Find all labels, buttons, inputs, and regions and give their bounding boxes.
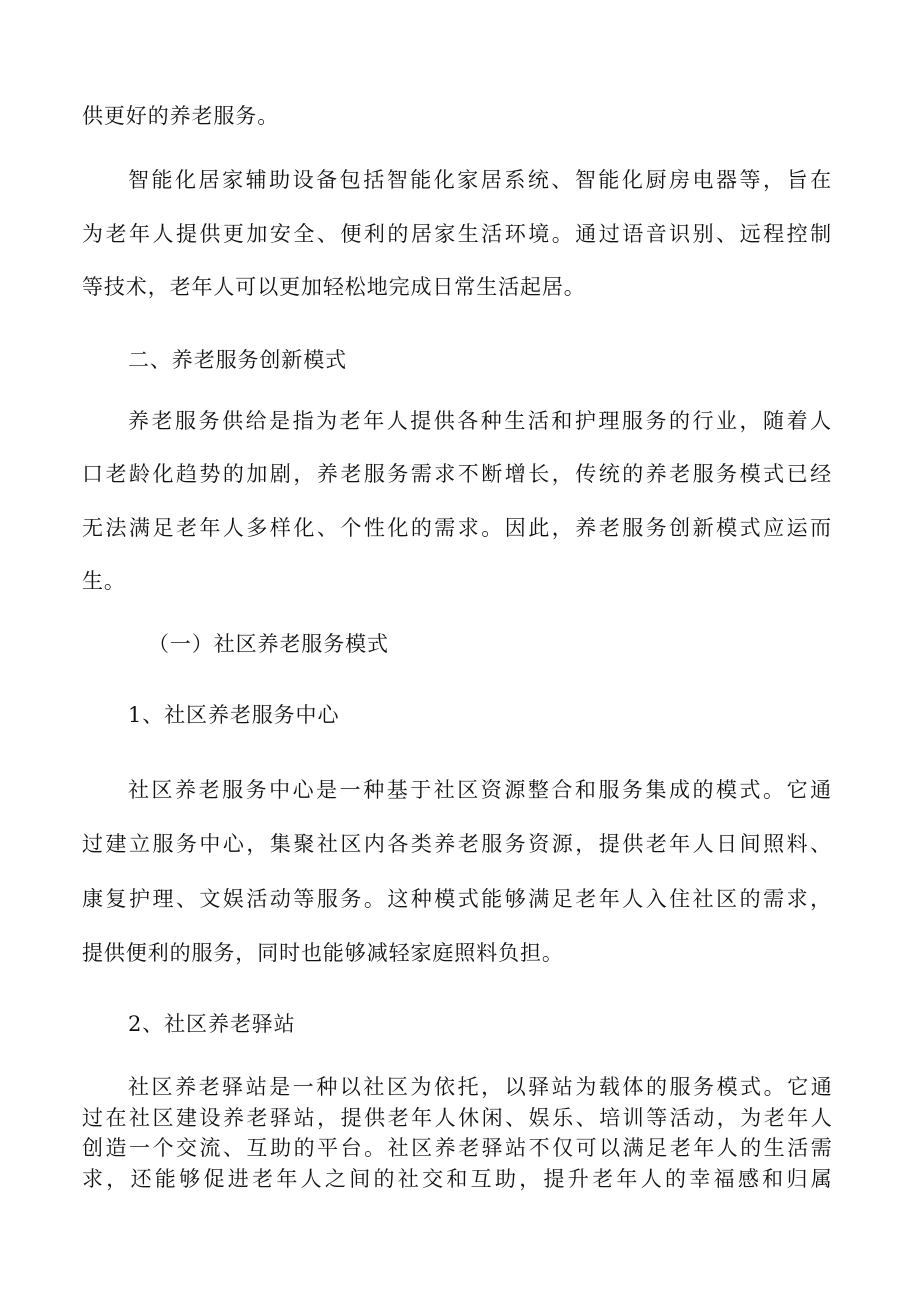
paragraph-line: 社区养老驿站是一种以社区为依托，以驿站为载体的服务模式。它通 bbox=[128, 1075, 832, 1099]
paragraph-line: 社区养老服务中心是一种基于社区资源整合和服务集成的模式。它通 bbox=[128, 778, 832, 802]
paragraph-line: 求，还能够促进老年人之间的社交和互助，提升老年人的幸福感和归属 bbox=[82, 1167, 832, 1191]
paragraph-line: 创造一个交流、互助的平台。社区养老驿站不仅可以满足老年人的生活需 bbox=[82, 1136, 832, 1160]
paragraph-line: 康复护理、文娱活动等服务。这种模式能够满足老年人入住社区的需求， bbox=[82, 887, 832, 911]
item-heading: 2、社区养老驿站 bbox=[128, 1012, 296, 1036]
paragraph-line: 提供便利的服务，同时也能够减轻家庭照料负担。 bbox=[82, 941, 564, 965]
paragraph-line: 等技术，老年人可以更加轻松地完成日常生活起居。 bbox=[82, 275, 586, 299]
paragraph-line: 过在社区建设养老驿站，提供老年人休闲、娱乐、培训等活动，为老年人 bbox=[82, 1106, 832, 1130]
paragraph-line: 无法满足老年人多样化、个性化的需求。因此，养老服务创新模式应运而 bbox=[82, 516, 832, 540]
section-heading: 二、养老服务创新模式 bbox=[128, 348, 347, 372]
item-heading: 1、社区养老服务中心 bbox=[128, 703, 340, 727]
paragraph-line: 养老服务供给是指为老年人提供各种生活和护理服务的行业，随着人 bbox=[128, 409, 832, 433]
paragraph-line: 口老龄化趋势的加剧，养老服务需求不断增长，传统的养老服务模式已经 bbox=[82, 462, 832, 486]
paragraph-line: 过建立服务中心，集聚社区内各类养老服务资源，提供老年人日间照料、 bbox=[82, 832, 832, 856]
paragraph-line: 智能化居家辅助设备包括智能化家居系统、智能化厨房电器等，旨在 bbox=[128, 168, 832, 192]
paragraph-line: 供更好的养老服务。 bbox=[82, 104, 280, 128]
paragraph-line: 生。 bbox=[82, 569, 126, 593]
subsection-heading: （一）社区养老服务模式 bbox=[148, 632, 389, 656]
paragraph-line: 为老年人提供更加安全、便利的居家生活环境。通过语音识别、远程控制 bbox=[82, 222, 832, 246]
